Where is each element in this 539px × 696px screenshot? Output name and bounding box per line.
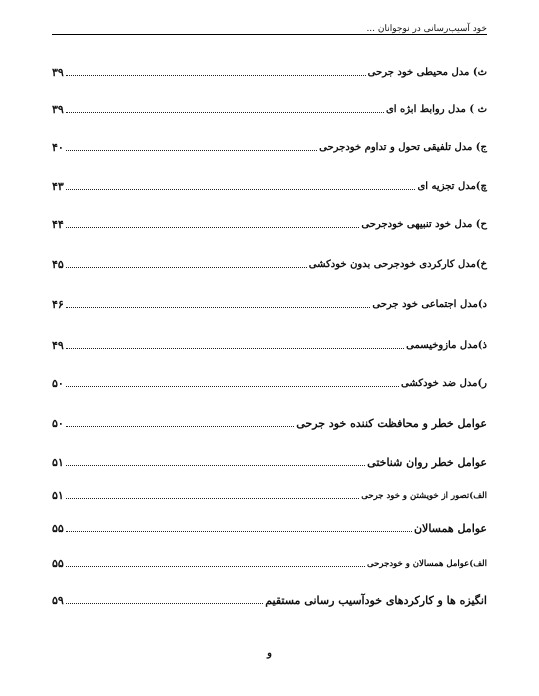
toc-entry-page: ۴۹: [52, 339, 64, 352]
toc-entry: [52, 296, 487, 312]
toc-entry: [52, 256, 487, 272]
toc-entry: [52, 555, 487, 571]
running-header-title: خود آسیب‌رسانی در نوجوانان ...: [366, 24, 487, 34]
toc-entry: [52, 64, 487, 80]
toc-entry-page: ۴۰: [52, 141, 64, 154]
toc-entry-page: ۵۱: [52, 489, 64, 502]
toc-entry-title: ث) مدل محیطی خود جرحی: [367, 67, 487, 78]
toc-entry-title: ر)مدل ضد خودکشی: [401, 378, 487, 389]
dot-leader: [66, 267, 307, 268]
toc-entry-title: الف)تصور از خویشتن و خود جرحی: [361, 491, 487, 501]
dot-leader: [66, 531, 412, 532]
toc-entry-page: ۳۹: [52, 66, 64, 79]
toc-entry-title: ج) مدل تلفیقی تحول و تداوم خودجرحی: [319, 142, 487, 153]
toc-entry-page: ۵۱: [52, 456, 64, 469]
dot-leader: [66, 566, 365, 567]
toc-entry: [52, 337, 487, 353]
toc-entry-title: چ)مدل تجزیه ای: [417, 181, 487, 192]
toc-entry-page: ۵۵: [52, 522, 64, 535]
dot-leader: [66, 112, 384, 113]
toc-entry-page: ۴۵: [52, 258, 64, 271]
dot-leader: [66, 75, 366, 76]
dot-leader: [66, 189, 416, 190]
toc-entry-title: ح) مدل خود تنبیهی خودجرحی: [361, 219, 487, 230]
toc-entry-page: ۴۶: [52, 298, 64, 311]
toc-entry-title: ث ) مدل روابط ابژه ای: [385, 104, 487, 115]
toc-entry-page: ۵۰: [52, 377, 64, 390]
toc-entry-page: ۴۳: [52, 180, 64, 193]
toc-entry: [52, 216, 487, 232]
dot-leader: [66, 498, 359, 499]
dot-leader: [66, 227, 360, 228]
toc-entry-title: ذ)مدل مازوخیسمی: [406, 340, 487, 351]
dot-leader: [66, 348, 404, 349]
toc-entry: [52, 415, 487, 431]
toc-entry-title: عوامل خطر روان شناختی: [367, 456, 487, 469]
toc-entry-title: عوامل همسالان: [413, 522, 487, 535]
toc-entry: [52, 139, 487, 155]
page-footer: [0, 648, 539, 659]
dot-leader: [66, 426, 294, 427]
toc-entry-page: ۳۹: [52, 103, 64, 116]
toc-entry-title: عوامل خطر و محافظت کننده خود جرحی: [296, 417, 487, 430]
toc-entry-page: ۴۴: [52, 218, 64, 231]
toc-entry-page: ۵۹: [52, 594, 64, 607]
toc-entry-title: الف)عوامل همسالان و خودجرحی: [367, 559, 487, 569]
dot-leader: [66, 307, 371, 308]
toc-entry-title: انگیزه ها و کارکردهای خودآسیب رسانی مستقیم: [265, 594, 487, 607]
dot-leader: [66, 150, 317, 151]
toc-entry-page: ۵۵: [52, 557, 64, 570]
toc-entry: [52, 487, 487, 503]
toc-entry: [52, 101, 487, 117]
toc-entry: [52, 375, 487, 391]
dot-leader: [66, 386, 399, 387]
toc-entry: [52, 178, 487, 194]
page-number: و: [267, 648, 272, 659]
toc-entry: [52, 454, 487, 470]
dot-leader: [66, 603, 263, 604]
toc-entry-page: ۵۰: [52, 417, 64, 430]
dot-leader: [66, 465, 365, 466]
toc-entry: [52, 520, 487, 536]
toc-entry: [52, 592, 487, 608]
toc-entry-title: د)مدل اجتماعی خود جرحی: [372, 299, 487, 310]
toc-entry-title: خ)مدل کارکردی خودجرحی بدون خودکشی: [308, 259, 487, 270]
